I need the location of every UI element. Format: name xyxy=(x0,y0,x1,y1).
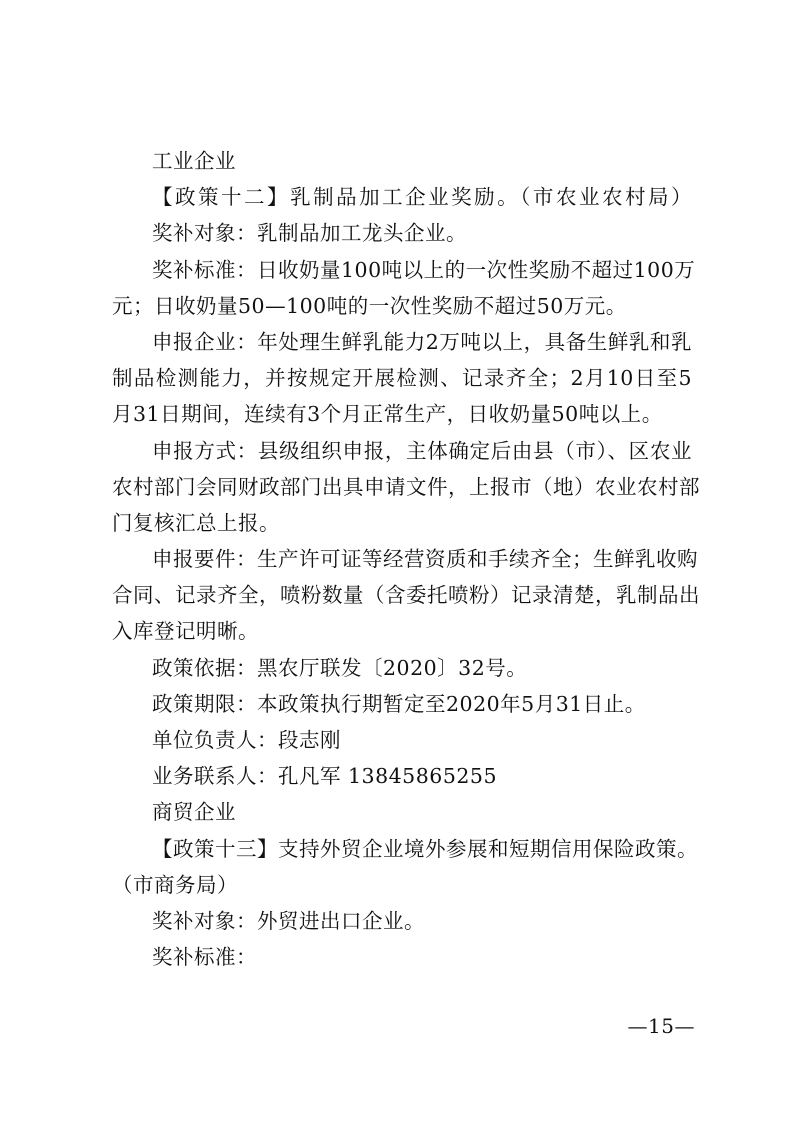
page-number: —15— xyxy=(627,1014,695,1038)
text-line: 工业企业 xyxy=(152,149,236,173)
text-line: 业务联系人：孔凡军 13845865255 xyxy=(152,764,497,789)
text-line: 申报企业：年处理生鲜乳能力2万吨以上，具备生鲜乳和乳 xyxy=(152,329,692,354)
text-line: 门复核汇总上报。 xyxy=(112,510,280,535)
text-line: 农村部门会同财政部门出具申请文件，上报市（地）农业农村部 xyxy=(112,474,700,499)
text-line: 奖补对象：外贸进出口企业。 xyxy=(152,908,425,933)
document-body xyxy=(112,143,700,975)
text-line: 政策依据：黑农厅联发〔2020〕32号。 xyxy=(152,655,528,680)
text-line: 【政策十二】乳制品加工企业奖励。（市农业农村局） xyxy=(152,185,692,210)
text-line: 申报要件：生产许可证等经营资质和手续齐全；生鲜乳收购 xyxy=(152,547,698,572)
text-line: 元；日收奶量50—100吨的一次性奖励不超过50万元。 xyxy=(112,293,627,318)
text-line: 入库登记明晰。 xyxy=(112,619,259,644)
text-line: 申报方式：县级组织申报，主体确定后由县（市）、区农业 xyxy=(152,438,692,463)
text-line: 单位负责人：段志刚 xyxy=(152,728,341,752)
text-line: 制品检测能力，并按规定开展检测、记录齐全；2月10日至5 xyxy=(112,366,692,391)
text-line: 奖补标准： xyxy=(152,945,257,970)
text-line: 奖补标准：日收奶量100吨以上的一次性奖励不超过100万 xyxy=(152,257,696,282)
text-line: 月31日期间，连续有3个月正常生产，日收奶量50吨以上。 xyxy=(112,402,663,427)
text-line: （市商务局） xyxy=(112,872,238,897)
text-line: 商贸企业 xyxy=(152,800,236,825)
text-line: 奖补对象：乳制品加工龙头企业。 xyxy=(152,221,467,246)
text-line: 政策期限：本政策执行期暂定至2020年5月31日止。 xyxy=(152,691,646,716)
text-line: 【政策十三】支持外贸企业境外参展和短期信用保险政策。 xyxy=(152,836,698,861)
text-line: 合同、记录齐全，喷粉数量（含委托喷粉）记录清楚，乳制品出 xyxy=(112,583,700,608)
